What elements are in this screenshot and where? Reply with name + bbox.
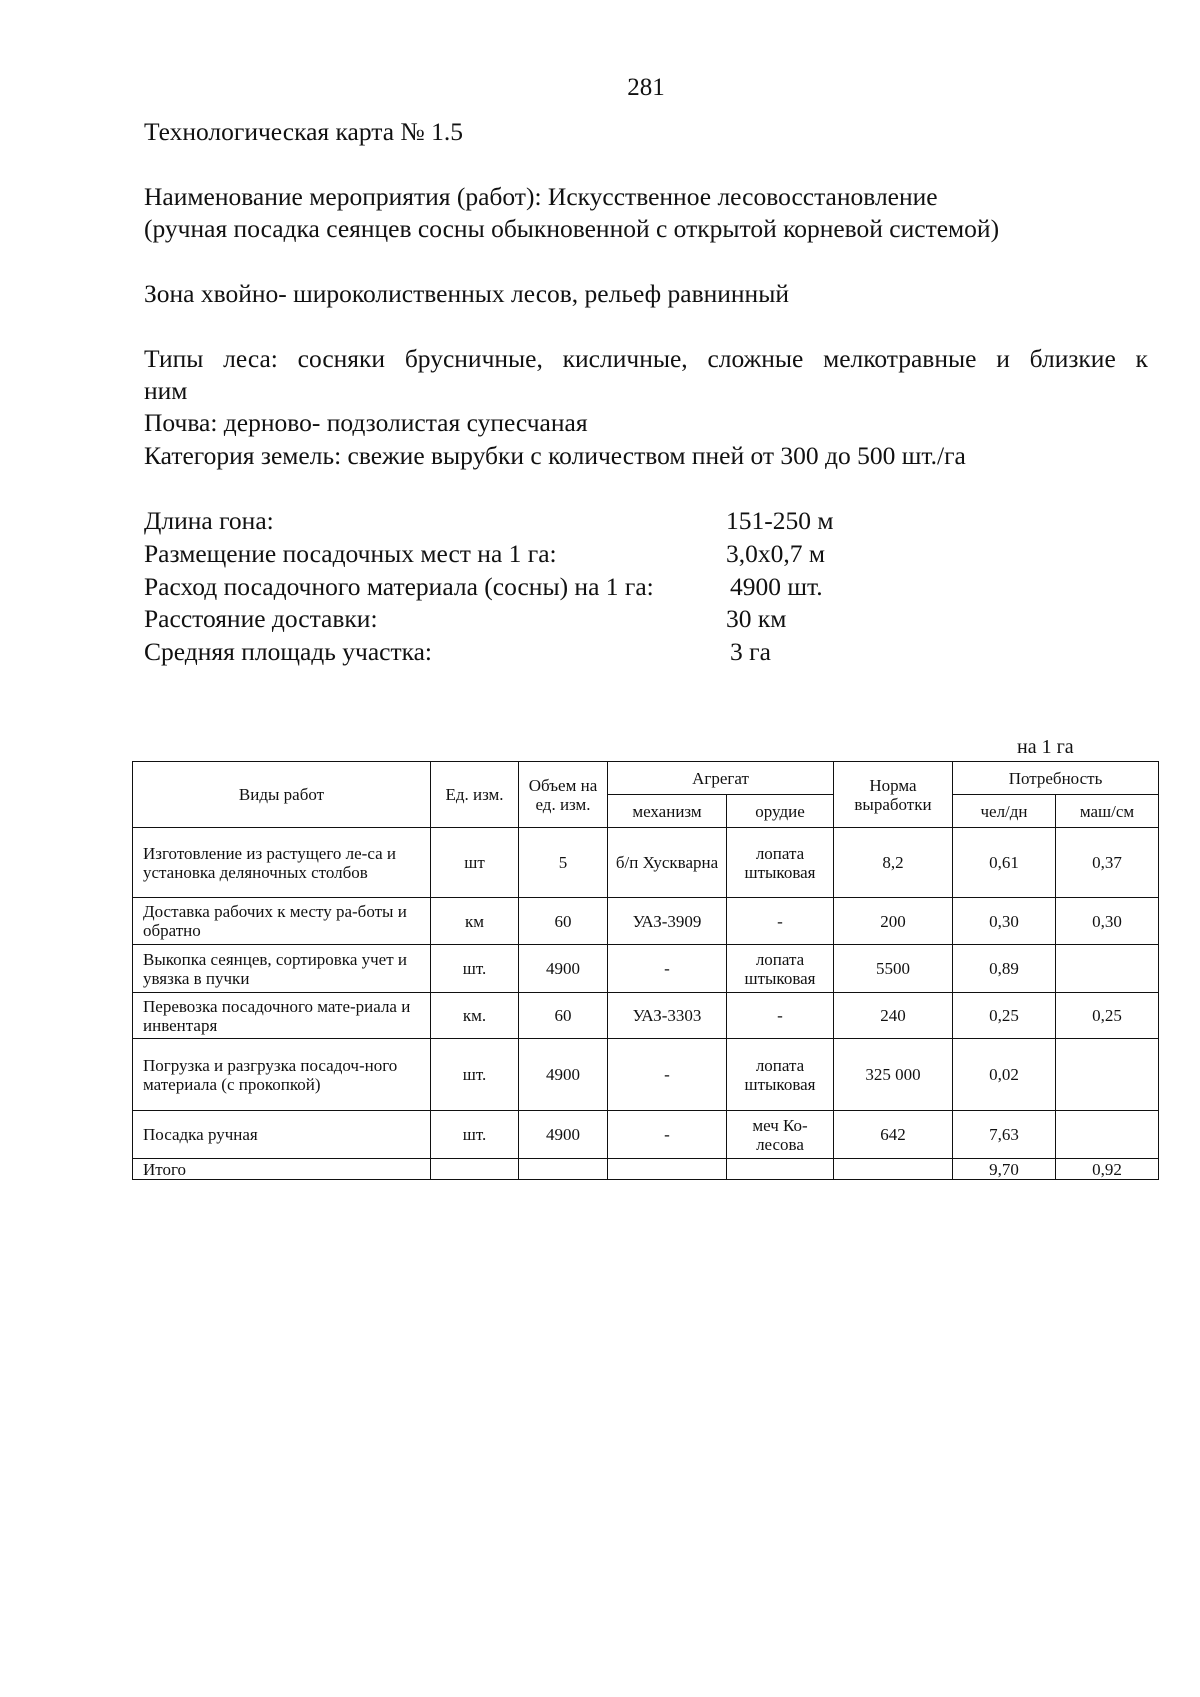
- cell-mechanism: УАЗ-3303: [608, 993, 727, 1039]
- cell-man-days: 0,02: [953, 1039, 1056, 1111]
- activity-line-1: Наименование мероприятия (работ): Искусственное лесовосстановление: [144, 182, 938, 211]
- cell-tool: -: [727, 898, 834, 945]
- forest-types-line-2: ним: [144, 376, 188, 405]
- table-row: [133, 1039, 1159, 1111]
- cell-unit: шт: [431, 828, 519, 898]
- cell-empty: [608, 1159, 727, 1180]
- cell-unit: шт.: [431, 945, 519, 993]
- cell-mechanism: -: [608, 1039, 727, 1111]
- forest-types-word: к: [1135, 344, 1148, 373]
- header-need: Потребность: [953, 762, 1159, 795]
- cell-man-days: 7,63: [953, 1111, 1056, 1159]
- table-row: [133, 828, 1159, 898]
- param-label: Расход посадочного материала (сосны) на 1 га:: [144, 572, 654, 601]
- cell-unit: км: [431, 898, 519, 945]
- param-value: 3 га: [730, 637, 771, 666]
- cell-machine-shifts: 0,37: [1056, 828, 1159, 898]
- document-title: Технологическая карта № 1.5: [144, 117, 463, 146]
- activity-line-2: (ручная посадка сеянцев сосны обыкновенной с открытой корневой системой): [144, 214, 1000, 243]
- table-unit-note: на 1 га: [1017, 736, 1074, 758]
- cell-tool: лопата штыковая: [727, 1039, 834, 1111]
- cell-mechanism: УАЗ-3909: [608, 898, 727, 945]
- forest-types-word: мелкотравные: [823, 344, 977, 373]
- cell-norm: 325 000: [834, 1039, 953, 1111]
- cell-empty: [727, 1159, 834, 1180]
- cell-work-type: Доставка рабочих к месту ра-боты и обратно: [133, 898, 431, 945]
- cell-total-machine-shifts: 0,92: [1056, 1159, 1159, 1180]
- soil-line: Почва: дерново- подзолистая супесчаная: [144, 408, 588, 437]
- param-label: Расстояние доставки:: [144, 604, 378, 633]
- param-row: [144, 603, 787, 635]
- header-man-days: чел/дн: [953, 795, 1056, 828]
- cell-volume: 60: [519, 993, 608, 1039]
- header-norm: Норма выработки: [834, 762, 953, 828]
- forest-types-word: сложные: [707, 344, 804, 373]
- param-row: [144, 538, 826, 570]
- cell-man-days: 0,30: [953, 898, 1056, 945]
- cell-tool: -: [727, 993, 834, 1039]
- cell-empty: [834, 1159, 953, 1180]
- table-total-row: [133, 1159, 1159, 1180]
- cell-work-type: Погрузка и разгрузка посадоч-ного материала (с прокопкой): [133, 1039, 431, 1111]
- cell-man-days: 0,89: [953, 945, 1056, 993]
- cell-unit: км.: [431, 993, 519, 1039]
- cell-work-type: Выкопка сеянцев, сортировка учет и увязка в пучки: [133, 945, 431, 993]
- forest-types-word: близкие: [1029, 344, 1116, 373]
- cell-volume: 60: [519, 898, 608, 945]
- param-row: [144, 636, 771, 668]
- table-row: [133, 993, 1159, 1039]
- header-unit: Ед. изм.: [431, 762, 519, 828]
- cell-unit: шт.: [431, 1111, 519, 1159]
- forest-types-line-1: [144, 343, 1148, 375]
- cell-machine-shifts: [1056, 1111, 1159, 1159]
- param-row: [144, 571, 823, 603]
- cell-norm: 240: [834, 993, 953, 1039]
- cell-tool: меч Ко-лесова: [727, 1111, 834, 1159]
- cell-man-days: 0,61: [953, 828, 1056, 898]
- param-value: 3,0х0,7 м: [726, 539, 826, 568]
- table-row: [133, 1111, 1159, 1159]
- cell-volume: 4900: [519, 1039, 608, 1111]
- table-row: [133, 945, 1159, 993]
- param-label: Размещение посадочных мест на 1 га:: [144, 539, 557, 568]
- cell-machine-shifts: [1056, 945, 1159, 993]
- param-label: Средняя площадь участка:: [144, 637, 433, 666]
- cell-norm: 642: [834, 1111, 953, 1159]
- cell-machine-shifts: [1056, 1039, 1159, 1111]
- forest-types: [144, 343, 1148, 407]
- cell-total-label: Итого: [133, 1159, 431, 1180]
- cell-machine-shifts: 0,30: [1056, 898, 1159, 945]
- cell-empty: [431, 1159, 519, 1180]
- forest-types-word: леса:: [223, 344, 278, 373]
- param-value: 4900 шт.: [730, 572, 823, 601]
- cell-work-type: Посадка ручная: [133, 1111, 431, 1159]
- works-table: [132, 761, 1159, 1180]
- cell-unit: шт.: [431, 1039, 519, 1111]
- param-value: 151-250 м: [726, 506, 834, 535]
- param-row: [144, 505, 834, 537]
- forest-types-word: кисличные,: [562, 344, 688, 373]
- param-value: 30 км: [726, 604, 787, 633]
- land-category-line: Категория земель: свежие вырубки с количеством пней от 300 до 500 шт./га: [144, 441, 966, 470]
- cell-norm: 200: [834, 898, 953, 945]
- table-row: [133, 898, 1159, 945]
- header-volume: Объем на ед. изм.: [519, 762, 608, 828]
- header-machine-shifts: маш/см: [1056, 795, 1159, 828]
- cell-mechanism: б/п Хускварна: [608, 828, 727, 898]
- header-work-type: Виды работ: [133, 762, 431, 828]
- cell-work-type: Изготовление из растущего ле-са и установка деляночных столбов: [133, 828, 431, 898]
- cell-empty: [519, 1159, 608, 1180]
- cell-total-man-days: 9,70: [953, 1159, 1056, 1180]
- forest-types-word: и: [996, 344, 1010, 373]
- cell-tool: лопата штыковая: [727, 828, 834, 898]
- header-mechanism: механизм: [608, 795, 727, 828]
- param-label: Длина гона:: [144, 506, 274, 535]
- cell-volume: 4900: [519, 945, 608, 993]
- cell-tool: лопата штыковая: [727, 945, 834, 993]
- cell-norm: 5500: [834, 945, 953, 993]
- cell-machine-shifts: 0,25: [1056, 993, 1159, 1039]
- cell-man-days: 0,25: [953, 993, 1056, 1039]
- cell-norm: 8,2: [834, 828, 953, 898]
- forest-types-word: Типы: [144, 344, 204, 373]
- page-number: 281: [627, 74, 665, 101]
- cell-work-type: Перевозка посадочного мате-риала и инвентаря: [133, 993, 431, 1039]
- cell-mechanism: -: [608, 945, 727, 993]
- zone-line: Зона хвойно- широколиственных лесов, рельеф равнинный: [144, 279, 789, 308]
- forest-types-word: брусничные,: [404, 344, 543, 373]
- cell-mechanism: -: [608, 1111, 727, 1159]
- cell-volume: 4900: [519, 1111, 608, 1159]
- cell-volume: 5: [519, 828, 608, 898]
- header-tool: орудие: [727, 795, 834, 828]
- header-aggregate: Агрегат: [608, 762, 834, 795]
- forest-types-word: сосняки: [297, 344, 386, 373]
